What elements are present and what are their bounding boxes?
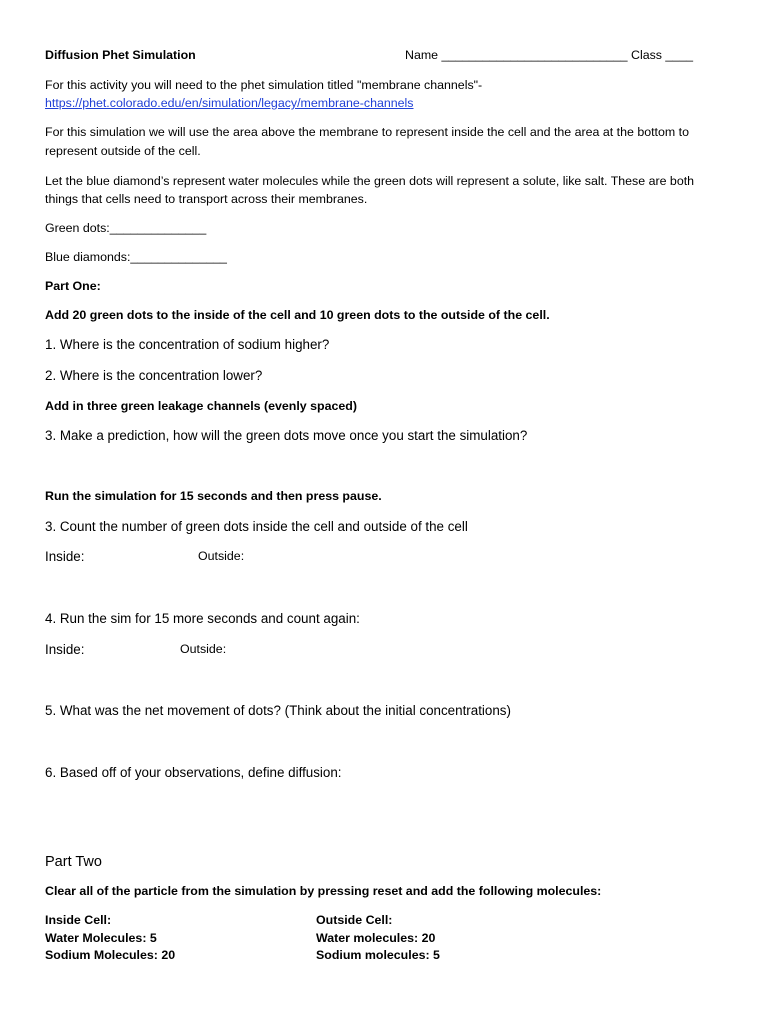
intro-paragraph-2-line2: represent outside of the cell. — [45, 144, 201, 158]
leakage-channel-instruction: Add in three green leakage channels (evenly spaced) — [45, 399, 357, 413]
intro-text: For this activity you will need to the phet simulation titled "membrane channels"- — [45, 78, 483, 92]
inside-count-label-2: Inside: — [45, 642, 85, 657]
intro-paragraph-3-line2: things that cells need to transport across their membranes. — [45, 192, 368, 206]
phet-simulation-link[interactable]: https://phet.colorado.edu/en/simulation/legacy/membrane-channels — [45, 96, 414, 110]
intro-paragraph-3-line1: Let the blue diamond’s represent water molecules while the green dots will represent a solute, like salt. These are both — [45, 174, 695, 188]
inside-count-label-1: Inside: — [45, 549, 85, 564]
part-two-heading: Part Two — [45, 854, 102, 870]
part-one-instruction: Add 20 green dots to the inside of the cell and 10 green dots to the outside of the cell. — [45, 308, 550, 322]
question-5: 5. What was the net movement of dots? (Think about the initial concentrations) — [45, 703, 511, 718]
inside-water-molecules: Water Molecules: 5 — [45, 931, 157, 945]
outside-water-molecules: Water molecules: 20 — [316, 931, 436, 945]
blue-diamonds-blank: Blue diamonds:______________ — [45, 250, 227, 264]
outside-count-label-2: Outside: — [180, 642, 227, 656]
name-class-field: Name ___________________________ Class ____ — [405, 48, 693, 62]
question-2: 2. Where is the concentration lower? — [45, 368, 263, 383]
outside-count-label-1: Outside: — [198, 549, 245, 563]
part-two-instruction: Clear all of the particle from the simulation by pressing reset and add the following molecules: — [45, 884, 602, 898]
inside-cell-title: Inside Cell: — [45, 913, 112, 927]
question-6: 6. Based off of your observations, define diffusion: — [45, 765, 342, 780]
document-title: Diffusion Phet Simulation — [45, 48, 196, 62]
run-simulation-instruction: Run the simulation for 15 seconds and then press pause. — [45, 489, 382, 503]
outside-sodium-molecules: Sodium molecules: 5 — [316, 948, 440, 962]
outside-cell-title: Outside Cell: — [316, 913, 393, 927]
inside-sodium-molecules: Sodium Molecules: 20 — [45, 948, 176, 962]
green-dots-blank: Green dots:______________ — [45, 221, 207, 235]
part-one-heading: Part One: — [45, 279, 101, 293]
question-1: 1. Where is the concentration of sodium higher? — [45, 337, 330, 352]
question-4: 4. Run the sim for 15 more seconds and count again: — [45, 611, 360, 626]
question-3-prediction: 3. Make a prediction, how will the green dots move once you start the simulation? — [45, 428, 528, 443]
intro-paragraph-2-line1: For this simulation we will use the area above the membrane to represent inside the cell and the area at the bottom to — [45, 125, 689, 139]
question-3-count: 3. Count the number of green dots inside the cell and outside of the cell — [45, 519, 468, 534]
